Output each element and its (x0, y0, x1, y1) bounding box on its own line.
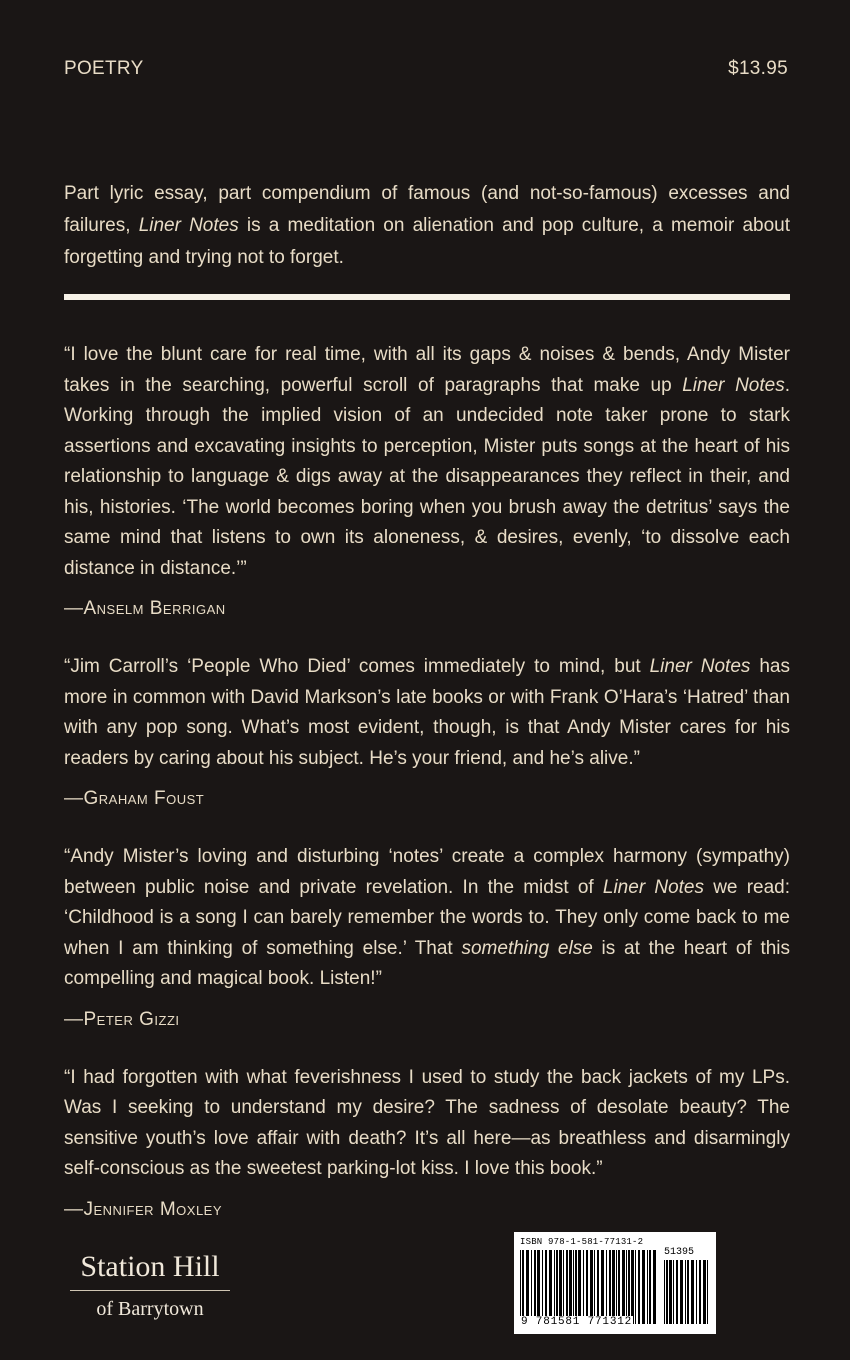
book-description (64, 178, 790, 274)
barcode-bar (703, 1260, 706, 1324)
barcode-bar (573, 1250, 574, 1324)
barcode-bar (537, 1250, 540, 1324)
barcode-bar (542, 1250, 543, 1324)
barcode-bar (590, 1250, 593, 1324)
barcode-addon-bars (664, 1260, 710, 1324)
blurb-quote-part: something else (461, 937, 593, 959)
blurb-author: —Graham Foust (64, 788, 205, 809)
barcode-bar (635, 1250, 636, 1324)
blurb-quote-part: Liner Notes (649, 656, 751, 677)
barcode-bar (642, 1250, 645, 1324)
price-code: 51395 (664, 1247, 695, 1258)
barcode-bar (566, 1250, 568, 1324)
barcode-bar (687, 1260, 689, 1324)
barcode-bar (601, 1250, 604, 1324)
description-title: Liner Notes (138, 215, 239, 236)
barcode-bar (647, 1250, 648, 1324)
barcode-bar (680, 1260, 683, 1324)
barcode-bar (563, 1250, 564, 1324)
isbn-label: ISBN 978-1-581-77131-2 (520, 1237, 644, 1247)
barcode-bar (609, 1250, 611, 1324)
blurb-quote-part: . Working through the implied vision of an undecided note taker prone to stark assertions and excavating insights to perception, Mister puts songs at the heart of his relationship to language & digs away at the disappearances they reflect in their, and his, histories. ‘The world becomes boring when you brush away the detritus’ says the same mind that listens to own its aloneness, & desires, evenly, ‘to dissolve each distance in distance.’” (64, 374, 790, 579)
barcode-bar (676, 1260, 678, 1324)
publisher-name: Station Hill (80, 1250, 220, 1283)
barcode-bar (549, 1250, 552, 1324)
barcode-bar (628, 1250, 630, 1324)
barcode-bar (616, 1250, 617, 1324)
barcode-bar (618, 1250, 620, 1324)
blurb-quote (64, 652, 790, 774)
blurb-quote (64, 842, 790, 995)
description-after: is a meditation on alienation and pop culture, a memoir about forgetting and trying not to forget. (64, 215, 790, 268)
blurb-author: —Jennifer Moxley (64, 1198, 223, 1220)
barcode-bar (526, 1250, 529, 1324)
barcode-bar (520, 1250, 521, 1324)
blurb (64, 340, 790, 620)
blurb-quote-part: “I had forgotten with what feverishness I used to study the back jackets of my LPs. Was I seeking to understand my desire? The sadness of desolate beauty? The sensitive youth’s love affair with death? It’s all here—as breathless and disarmingly self-conscious as the sweetest parking-lot kiss. I love this book.” (64, 1066, 790, 1179)
barcode-bar (622, 1250, 625, 1324)
divider-rule (64, 294, 790, 300)
barcode-bar (653, 1250, 656, 1324)
barcode-bar (554, 1250, 555, 1324)
publisher-sub: of Barrytown (96, 1298, 204, 1320)
barcode-main-bars (520, 1250, 660, 1324)
blurb-quote-part: “Jim Carroll’s ‘People Who Died’ comes immediately to mind, but (64, 656, 650, 677)
blurb-quote-part: has more in common with David Markson’s late books or with Frank O’Hara’s ‘Hatred’ than with any pop song. What’s most evident, though, is that Andy Mister cares for his readers by caring about his subject. He’s your friend, and he’s alive.” (64, 656, 790, 769)
ean-digits: 9 781581 771312 (521, 1316, 633, 1328)
barcode-bar (612, 1250, 615, 1324)
barcode-bar (583, 1250, 584, 1324)
blurb (64, 1063, 790, 1221)
blurb-quote-part: is at the heart of this compelling and magical book. Listen!” (64, 937, 791, 989)
barcode-bar (707, 1260, 708, 1324)
blurb-quote-part: we read: ‘Childhood is a song I can barely remember the words to. They only come back to me when I am thinking of something else.’ That (64, 876, 790, 959)
category-label: POETRY (64, 58, 144, 79)
barcode-bar (594, 1250, 595, 1324)
barcode-bar (631, 1250, 634, 1324)
barcode-bar (673, 1260, 674, 1324)
description-before: Part lyric essay, part compendium of famous (and not-so-famous) excesses and failures, (64, 183, 790, 236)
blurb (64, 842, 790, 1031)
barcode-bar (685, 1260, 686, 1324)
barcode-bar (545, 1250, 547, 1324)
blurbs-list (64, 340, 790, 1221)
barcode-bar (531, 1250, 532, 1324)
barcode-bar (669, 1260, 672, 1324)
barcode-bar (699, 1260, 701, 1324)
publisher-logo (70, 1250, 230, 1321)
barcode-bar (522, 1250, 524, 1324)
barcode-bar (559, 1250, 562, 1324)
blurb-author: —Peter Gizzi (64, 1008, 180, 1030)
blurb-quote-part: Liner Notes (682, 374, 785, 396)
barcode-bar (586, 1250, 588, 1324)
barcode-bar (569, 1250, 572, 1324)
blurb-quote-part: Liner Notes (602, 876, 704, 898)
barcode-bar (638, 1250, 640, 1324)
barcode-bar (626, 1250, 627, 1324)
barcode-bar (666, 1260, 668, 1324)
blurb (64, 652, 790, 810)
blurb-quote (64, 340, 790, 584)
barcode-bar (696, 1260, 697, 1324)
barcode-bar (597, 1250, 599, 1324)
blurb-quote-part: “Andy Mister’s loving and disturbing ‘notes’ create a complex harmony (sympathy) between public noise and private revelation. In the midst of (64, 846, 790, 898)
barcode-bar (606, 1250, 607, 1324)
barcode-bar (534, 1250, 536, 1324)
barcode-bar (578, 1250, 581, 1324)
barcode (514, 1232, 716, 1334)
barcode-bar (649, 1250, 651, 1324)
header-bar (64, 58, 788, 80)
barcode-bar (556, 1250, 558, 1324)
publisher-logo-line (70, 1290, 230, 1291)
blurb-quote (64, 1063, 790, 1185)
barcode-bar (691, 1260, 694, 1324)
blurb-quote-part: “I love the blunt care for real time, with all its gaps & noises & bends, Andy Mister takes in the searching, powerful scroll of paragraphs that make up (64, 344, 790, 396)
barcode-bar (664, 1260, 665, 1324)
blurb-author: —Anselm Berrigan (64, 598, 226, 619)
price-label: $13.95 (728, 58, 788, 79)
barcode-bar (575, 1250, 577, 1324)
